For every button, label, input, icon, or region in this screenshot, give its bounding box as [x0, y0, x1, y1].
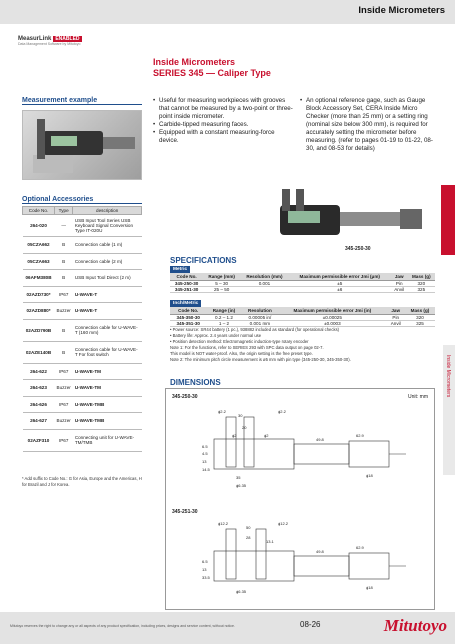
- dimensions-heading: DIMENSIONS: [170, 378, 221, 387]
- accessory-desc: U-WAVE-T: [73, 286, 142, 303]
- spec-header: Mass (g): [405, 307, 435, 314]
- caliper-micrometer-illustration: [240, 185, 430, 255]
- accessory-code: 05CZA663: [23, 253, 55, 270]
- accessory-row: [23, 286, 142, 303]
- dimension-label: 13: [202, 459, 207, 464]
- dimension-label: 62.9: [356, 433, 364, 438]
- logo-brand: MeasurLink: [18, 36, 52, 42]
- main-title: [153, 57, 271, 79]
- spec-cell: Pin: [391, 280, 408, 286]
- dimension-label: 13.1: [266, 539, 274, 544]
- accessory-code: 264-627: [23, 413, 55, 430]
- spec-cell: 325: [405, 320, 435, 326]
- accessory-row: [23, 237, 142, 254]
- accessory-desc: U-WAVE-T: [73, 303, 142, 320]
- spec-cell: 5 – 30: [203, 280, 240, 286]
- accessory-desc: U-WAVE-TMB: [73, 413, 142, 430]
- dimension-label: 13: [202, 567, 207, 572]
- dimension-label: ϕ2: [264, 433, 269, 438]
- header-bar: [0, 0, 455, 24]
- section-tab-text: 08 Inside Measuring Instruments: [431, 195, 437, 273]
- measurement-example-photo: [22, 110, 142, 180]
- spec-header: Range (in): [206, 307, 241, 314]
- spec-cell: 320: [405, 314, 435, 320]
- accessory-row: [23, 363, 142, 380]
- page-number: 08-26: [300, 620, 321, 629]
- spec-cell: ±5: [289, 280, 391, 286]
- accessory-type: Buzzer: [55, 380, 73, 397]
- product-photo: [240, 185, 430, 255]
- dimension-label: 62.9: [356, 545, 364, 550]
- accessories-table: [22, 206, 142, 452]
- accessory-desc: U-WAVE-TM: [73, 380, 142, 397]
- spec-cell: 345-350-30: [170, 314, 206, 320]
- accessory-code: 02AZE140B: [23, 341, 55, 363]
- dimension-label: 4.5: [202, 451, 208, 456]
- accessory-type: B: [55, 270, 73, 287]
- dimension-label: ϕ12.2: [218, 521, 229, 526]
- drawing2-code: 345-251-30: [172, 509, 198, 515]
- dimension-label: ϕ2.2: [218, 409, 226, 414]
- accessory-desc: Connection cable for U-WAVE-T For foot switch: [73, 341, 142, 363]
- spec-cell: 25 – 50: [203, 286, 240, 292]
- spec-notes: [170, 327, 435, 363]
- dimension-label: 49.8: [316, 549, 324, 554]
- footer-bar: [0, 612, 455, 644]
- accessory-row: [23, 215, 142, 237]
- accessory-type: IP67: [55, 286, 73, 303]
- spec-header: Maximum permissible error Jmi (in): [278, 307, 386, 314]
- spec-header: Resolution: [242, 307, 279, 314]
- accessory-code: 05CZA662: [23, 237, 55, 254]
- logo-tagline: Data Management Software by Mitutoyo: [18, 42, 81, 46]
- unit-label: Unit: mm: [408, 394, 428, 400]
- spec-cell: 0.00005 in/: [242, 314, 279, 320]
- features-right-list: [300, 97, 440, 153]
- metric-tab: Metric: [170, 266, 190, 273]
- spec-note: This model is NOT water-proof. Also, the origin setting is the free preset type.: [170, 351, 313, 356]
- spec-note: Note 1: For the functions, refer to SERIES 293 with SPC data output on page 02-7.: [170, 345, 324, 350]
- dimension-label: 6.5: [202, 444, 208, 449]
- accessory-code: 02AZD730*: [23, 286, 55, 303]
- dimension-label: 6.5: [202, 559, 208, 564]
- dimension-label: 49.8: [316, 437, 324, 442]
- spec-row: [170, 320, 435, 326]
- accessory-row: [23, 396, 142, 413]
- main-title-line2: SERIES 345 — Caliper Type: [153, 68, 271, 78]
- dimension-label: ϕ2: [232, 433, 237, 438]
- accessory-code: 264-626: [23, 396, 55, 413]
- accessory-row: [23, 253, 142, 270]
- spec-header: Code No.: [170, 273, 203, 280]
- spec-cell: 0.001: [240, 280, 289, 286]
- spec-cell: Anvil: [386, 320, 405, 326]
- accessory-desc: Connection cable (2 m): [73, 253, 142, 270]
- spec-cell: 0.001 mm: [242, 320, 279, 326]
- accessory-code: 02AZD880*: [23, 303, 55, 320]
- accessory-desc: Connecting unit for U-WAVE-TM/TMB: [73, 429, 142, 451]
- col-description: description: [73, 207, 142, 215]
- accessory-type: —: [55, 215, 73, 237]
- dimension-label: ϕ6.35: [236, 589, 247, 594]
- dimension-label: 35: [236, 475, 241, 480]
- spec-note: • Power source: SR44 battery (1 pc.), 938882 included as standard (for operational checks): [170, 327, 340, 332]
- spec-cell: ±6: [289, 286, 391, 292]
- optional-accessories-heading: Optional Accessories: [22, 196, 142, 204]
- spec-cell: Anvil: [391, 286, 408, 292]
- accessory-type: B: [55, 237, 73, 254]
- feature-item: • An optional reference gage, such as Gauge Block Accessory Set, CERA Inside Micro Checker (more than 25 mm) or a setting ring (nominal size below 300 mm), is required for accurately setting the micrometer before measuring. (refer to pages 01-19 to 01-22, 08-30, and 08-53 for details): [300, 97, 440, 153]
- accessory-desc: U-WAVE-TM: [73, 363, 142, 380]
- measurlink-logo: [18, 36, 82, 46]
- dimension-label: 33.5: [202, 575, 210, 580]
- accessory-desc: Connection cable (1 m): [73, 237, 142, 254]
- mitutoyo-logo: Mitutoyo: [383, 616, 447, 635]
- accessory-desc: USB Input Tool Direct (2 m): [73, 270, 142, 287]
- spec-note: • Position detection method: Electromagnetic induction-type rotary encoder: [170, 339, 309, 344]
- accessory-row: [23, 380, 142, 397]
- dimension-label: 50: [246, 525, 251, 530]
- spec-header: Mass (g): [408, 273, 435, 280]
- accessory-type: Buzzer: [55, 303, 73, 320]
- dimension-label: ϕ6.35: [236, 483, 247, 488]
- accessory-code: 264-623: [23, 380, 55, 397]
- spec-cell: 1 – 2: [206, 320, 241, 326]
- dimension-label: 20: [242, 425, 247, 430]
- spec-note: Note 2: The minimum pitch circle measurement is ø5 mm with pin type (345-250-30, 345-350-30).: [170, 357, 351, 362]
- spec-note: • Battery life: Approx. 2.4 years under normal use: [170, 333, 262, 338]
- feature-item: • Equipped with a constant measuring-force device.: [153, 129, 293, 145]
- dimension-label: ϕ18: [366, 585, 373, 590]
- measurement-example-heading: Measurement example: [22, 97, 142, 105]
- micrometer-in-use-illustration: [23, 111, 143, 181]
- page-header-title: Inside Micrometers: [358, 5, 445, 16]
- spec-cell: Pin: [386, 314, 405, 320]
- footer-fine-print: Mitutoyo reserves the right to change any or all aspects of any product specification, including prices, designs and service content, without notice.: [10, 624, 235, 628]
- dimension-label: 30: [238, 413, 243, 418]
- main-title-line1: Inside Micrometers: [153, 57, 236, 67]
- col-type: Type: [55, 207, 73, 215]
- feature-item: • Useful for measuring workpieces with grooves that cannot be measured by a two-point or three-point inside micrometer.: [153, 97, 293, 121]
- side-label-lower: Inside Micrometers: [445, 355, 451, 398]
- product-code-label: 345-250-30: [345, 246, 371, 252]
- logo-badge: ENABLED: [55, 36, 80, 42]
- accessory-code: 02AZD790B: [23, 319, 55, 341]
- dimension-label: 14.5: [202, 467, 210, 472]
- accessory-code: 06AFM380B: [23, 270, 55, 287]
- accessory-code: 264-020: [23, 215, 55, 237]
- accessories-note: * Add suffix to Code No.: G for Asia, Europe and the Americas, H for Brazil and J for Korea.: [22, 476, 142, 487]
- inch-metric-tab: Inch/Metric: [170, 300, 201, 307]
- spec-cell: 345-351-30: [170, 320, 206, 326]
- accessory-type: IP67: [55, 396, 73, 413]
- accessory-type: B: [55, 341, 73, 363]
- spec-cell: ±0.00025: [278, 314, 386, 320]
- features-left-list: [153, 97, 293, 145]
- spec-cell: [240, 286, 289, 292]
- accessory-type: B: [55, 319, 73, 341]
- spec-header: Jaw: [386, 307, 405, 314]
- spec-row: [170, 286, 435, 292]
- spec-header: Maximum permissible error Jmi (μm): [289, 273, 391, 280]
- accessory-desc: Connection cable for U-WAVE-T (160 mm): [73, 319, 142, 341]
- accessory-desc: U-WAVE-TMB: [73, 396, 142, 413]
- accessory-desc: USB Input Tool Series USB Keyboard Signal Conversion Type IT-020U: [73, 215, 142, 237]
- spec-table-metric: [170, 273, 435, 293]
- accessory-type: IP67: [55, 363, 73, 380]
- dimension-label: ϕ2.2: [278, 409, 286, 414]
- accessory-type: Buzzer: [55, 413, 73, 430]
- spec-table-inch: [170, 307, 435, 327]
- spec-cell: 345-250-30: [170, 280, 203, 286]
- spec-cell: 320: [408, 280, 435, 286]
- spec-cell: 0.2 – 1.2: [206, 314, 241, 320]
- accessory-code: 264-622: [23, 363, 55, 380]
- specifications-heading: SPECIFICATIONS: [170, 256, 237, 265]
- spec-header: Code No.: [170, 307, 206, 314]
- section-tab: [441, 185, 455, 255]
- accessory-row: [23, 429, 142, 451]
- accessory-row: [23, 413, 142, 430]
- accessory-row: [23, 303, 142, 320]
- accessory-row: [23, 319, 142, 341]
- dimension-label: 28: [246, 535, 251, 540]
- accessory-row: [23, 341, 142, 363]
- accessory-code: 02AZF310: [23, 429, 55, 451]
- spec-header: Resolution (mm): [240, 273, 289, 280]
- dimensions-box: [165, 388, 435, 610]
- dimension-label: ϕ18: [366, 473, 373, 478]
- dimension-label: ϕ12.2: [278, 521, 289, 526]
- spec-cell: 345-251-30: [170, 286, 203, 292]
- accessory-row: [23, 270, 142, 287]
- drawing1-code: 345-250-30: [172, 394, 198, 400]
- accessory-type: IP67: [55, 429, 73, 451]
- col-code: Code No.: [23, 207, 55, 215]
- spec-cell: 325: [408, 286, 435, 292]
- accessory-type: B: [55, 253, 73, 270]
- spec-cell: ±0.0003: [278, 320, 386, 326]
- feature-item: • Carbide-tipped measuring faces.: [153, 121, 293, 129]
- spec-header: Jaw: [391, 273, 408, 280]
- spec-header: Range (mm): [203, 273, 240, 280]
